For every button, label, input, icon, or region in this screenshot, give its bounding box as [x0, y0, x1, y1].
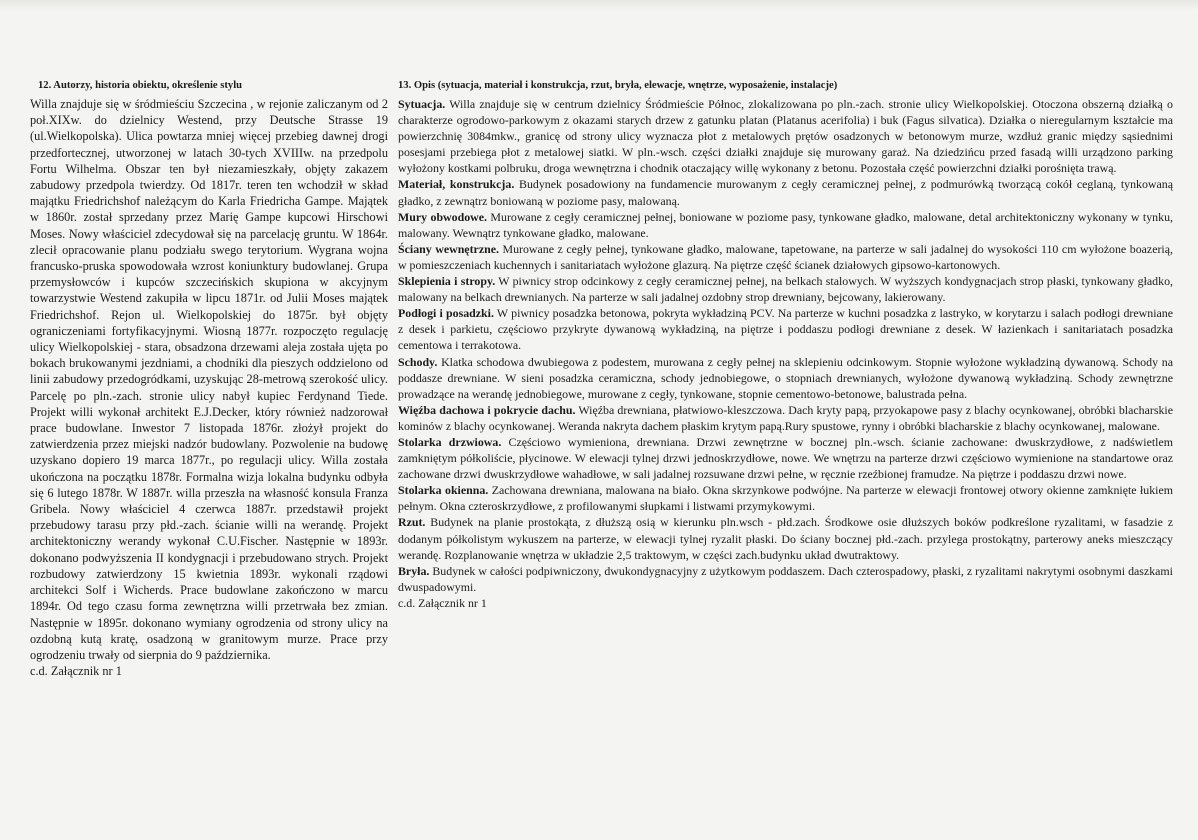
section-stolarka-okienna — [398, 482, 1173, 514]
section-title: Rzut. — [398, 515, 426, 530]
section-title: Podłogi i posadzki. — [398, 306, 494, 321]
section-stropy — [398, 273, 1173, 305]
description-column — [398, 78, 1173, 611]
section-title: Ściany wewnętrzne. — [398, 241, 499, 256]
section-text: Budynek w całości podpiwniczony, dwukondygnacyjny z użytkowym poddaszem. Dach czterospadowy, płaski, z ryzalitami nakrytymi osobnymi daszkami dwuspadowymi. — [398, 563, 1173, 594]
section-title: Bryła. — [398, 563, 430, 578]
section-text: Budynek na planie prostokąta, z dłuższą osią w kierunku pln.wsch - płd.zach. Środkowe osie dłuższych boków podkreślone ryzalitami, w fasadzie z dodanym półkolistym wykuszem na parterze, w elewacji tylnej ryzalit płaski. Do ściany bocznej płd.-zach. przylega prostokątny, parterowy aneks mieszczący werandę. Rozplanowanie wnętrza w układzie 2,5 traktowym, w części zach.budynku układ dwutraktowy. — [398, 515, 1173, 562]
section-text: W piwnicy strop odcinkowy z cegły ceramicznej pełnej, na belkach stalowych. W wyższych kondygnacjach strop płaski, tynkowany gładko, malowany na belkach drewnianych. Na parterze w sali jadalnej ozdobny strop drewniany, bejcowany, lakierowany. — [398, 274, 1173, 305]
section-text: Willa znajduje się w centrum dzielnicy Śródmieście Północ, zlokalizowana po pln.-zach. stronie ulicy Wielkopolskiej. Otoczona obszerną działką o charakterze ogrodowo-parkowym z okazami starych drzew z gatunku platan (Platanus acerifolia) i buk (Fagus silvatica). Działka o nieregularnym kształcie ma powierzchnię 3084mkw., granicę od strony ulicy wyznacza płot z metalowych prętów osadzonych w betonowym murze, wzdłuż granic między sąsiednimi posesjami przebiega płot z metalowej siatki. W pln.-wsch. części działki znajduje się murowany garaż. Na dziedzińcu przed fasadą willi urządzono parking wyłożony kostkami polbruku, droga wewnętrzna i chodnik otaczający willę wykonany z betonu. Pozostała część powierzchni działki porośnięta trawą. — [398, 97, 1173, 176]
section-text: Klatka schodowa dwubiegowa z podestem, murowana z cegły pełnej na sklepieniu odcinkowym. Stopnie wyłożone wykładziną dywanową. Schody na poddasze drewniane. W sieni posadzka ceramiczna, schody jednobiegowe, o stopniach drewnianych, wyłożone dywanową wykładziną. Schody zewnętrzne prowadzące na werandę jednobiegowe, murowane z cegły, tynkowane, stopnie cementowo-betonowe, balustrada pełna. — [398, 354, 1173, 401]
section-text: Więźba drewniana, płatwiowo-kleszczowa. Dach kryty papą, przyokapowe pasy z blachy ocynkowanej, obróbki blacharskie kominów z blachy ocynkowanej. Weranda nakryta dachem płaskim krytym papą.Rury spustowe, rynny i obróbki blacharskie z blachy ocynkowanej, malowane. — [398, 402, 1173, 433]
section-text: Częściowo wymieniona, drewniana. Drzwi zewnętrzne w bocznej pln.-wsch. ścianie zachowane: dwuskrzydłowe, z nadświetlem zamkniętym półkoliście, płycinowe. W elewacji tylnej drzwi jednoskrzydłowe, nowe. We wnętrzu na parterze drzwi częściowo wymienione na standartowe oraz zachowane drzwi dwuskrzydłowe wahadłowe, w sali jadalnej rozsuwane drzwi pełne, w ręcznie rzeźbionej framudze. Na piętrze i poddaszu drzwi nowe. — [398, 434, 1173, 482]
section-material — [398, 176, 1173, 208]
section-text: W piwnicy posadzka betonowa, pokryta wykładziną PCV. Na parterze w kuchni posadzka z lastryko, w korytarzu i salach podłogi drewniane z desek i parkietu, częściowo przykryte dywanową wykładziną, na piętrze i poddaszu podłogi drewniane z desek. W łazienkach i sanitariatach posadzka cementowa i terrakotowa. — [398, 306, 1173, 353]
section-schody — [398, 354, 1173, 402]
section-wiezba — [398, 402, 1173, 434]
section-title: Stolarka drzwiowa. — [398, 434, 502, 449]
section-text: Budynek posadowiony na fundamencie murowanym z cegły ceramicznej pełnej, z podmurówką tworzącą cokół ceglaną, tynkowaną gładko, z zewnątrz boniowaną w poziome pasy, malowaną. — [398, 177, 1173, 208]
section-mury — [398, 209, 1173, 241]
section-title: Sklepienia i stropy. — [398, 274, 496, 289]
section-sytuacja — [398, 96, 1173, 176]
section-title: Sytuacja. — [398, 97, 446, 111]
page-top-edge — [0, 0, 1198, 10]
section-text: Murowane z cegły ceramicznej pełnej, boniowane w poziome pasy, tynkowane gładko, malowane, detal architektoniczny wykonany w tynku, malowany. Wewnątrz tynkowane gładko, malowane. — [398, 209, 1173, 240]
description-heading: 13. Opis (sytuacja, materiał i konstrukcja, rzut, bryła, elewacje, wnętrze, wyposażenie, instalacje) — [398, 80, 838, 91]
history-continued-note: c.d. Załącznik nr 1 — [30, 664, 122, 679]
section-title: Mury obwodowe. — [398, 209, 487, 224]
section-title: Schody. — [398, 354, 438, 369]
history-column — [30, 78, 388, 679]
section-title: Więźba dachowa i pokrycie dachu. — [398, 402, 576, 417]
section-text: Murowane z cegły pełnej, tynkowane gładko, malowane, tapetowane, na parterze w sali jadalnej do wysokości 110 cm wyłożone boazerią, w pomieszczeniach kuchennych i sanitariatach wyłożone glazurą. Na piętrze część ścianek działowych gipsowo-kartonowych. — [398, 241, 1173, 272]
history-heading: 12. Autorzy, historia obiektu, określenie stylu — [38, 80, 243, 91]
section-title: Materiał, konstrukcja. — [398, 177, 515, 192]
section-stolarka-drzwiowa — [398, 434, 1173, 482]
section-title: Stolarka okienna. — [398, 483, 489, 498]
history-text: Willa znajduje się w śródmieściu Szczecina , w rejonie zaliczanym od 2 poł.XIXw. do dzielnicy Westend, przy Deutsche Strasse 19 (ul.Wielkopolska). Ulica powtarza mniej więcej przebieg dawnej drogi przedfortecznej, utworzonej w latach 30-tych XVIIIw. na przedpolu Fortu Wilhelma. Obszar ten był niezamieszkały, objęty zakazem zabudowy przedpola twierdzy. Od 1817r. teren ten wchodził w skład majątku Friedrichshof należącym do Karla Friedricha Gampe. Majątek w 1860r. został sprzedany przez Marię Gampe kupcowi Hirschowi Moses. Nowy właściciel zdecydował się na parcelację gruntu. W 1864r. zlecił opracowanie planu podziału swego terytorium. Wygrana wojna francusko-pruska spowodowała wzrost koniunktury budowlanej. Grupa przemysłowców i kupców szczecińskich skupiona w akcyjnym towarzystwie Westend zakupiła w lipcu 1871r. od Julii Moses majątek Friedrichshof. Rejon ul. Wielkopolskiej do 1875r. był objęty ograniczeniami fortyfikacyjnymi. Wiosną 1877r. rozpoczęto regulację ulicy Wielkopolskiej - stara, obsadzona drzewami aleja została ujęta po bokach brukowanymi jezdniami, a chodniki dla pieszych oddzielono od linii zabudowy przedogródkami, uzyskując 28-metrową szerokość ulicy. Parcelę po pln.-zach. stronie ulicy nabył kupiec Ferdynand Tiede. Projekt willi wykonał architekt E.J.Decker, który również nadzorował prace budowlane. Inwestor 7 listopada 1876r. złożył projekt do zatwierdzenia przez miejski nadzór budowlany. Pozwolenie na budowę uzyskano dopiero 19 marca 1877r., po regulacji ulicy. Willa została ukończona na początku 1878r. Formalna wizja lokalna budynku odbyła się 6 lutego 1878r. W 1887r. willa przeszła na własność konsula Franza Gribela. Nowy właściciel 4 czerwca 1887r. przedstawił projekt przebudowy tarasu przy płd.-zach. ścianie willi na werandę. Projekt architektoniczny werandy wykonał C.U.Fischer. Następnie w 1893r. dokonano podwyższenia II kondygnacji i przebudowano strych. Projekt rozbudowy zatwierdzony 15 kwietnia 1893r. wykonali rządowi architekci Solf i Wicherds. Prace budowlane zakończono w marcu 1894r. Od tego czasu forma zewnętrzna willi przetrwała bez zmian. Następnie w 1895r. dokonano wymiany ogrodzenia od strony ulicy na ozdobną kutą kratę, osadzoną w granitowym murze. Prace przy ogrodzeniu trwały od sierpnia do 9 października. — [30, 97, 388, 662]
section-text: Zachowana drewniana, malowana na biało. Okna skrzynkowe podwójne. Na parterze w elewacji frontowej otwory okienne zamknięte łukiem pełnym. Okna czteroskrzydłowe, z profilowanymi słupkami i listwami przymykowymi. — [398, 483, 1174, 514]
description-continued-note: c.d. Załącznik nr 1 — [398, 595, 487, 610]
section-rzut — [398, 514, 1173, 562]
section-sciany — [398, 241, 1173, 273]
section-bryla — [398, 563, 1173, 595]
section-podlogi — [398, 305, 1173, 353]
